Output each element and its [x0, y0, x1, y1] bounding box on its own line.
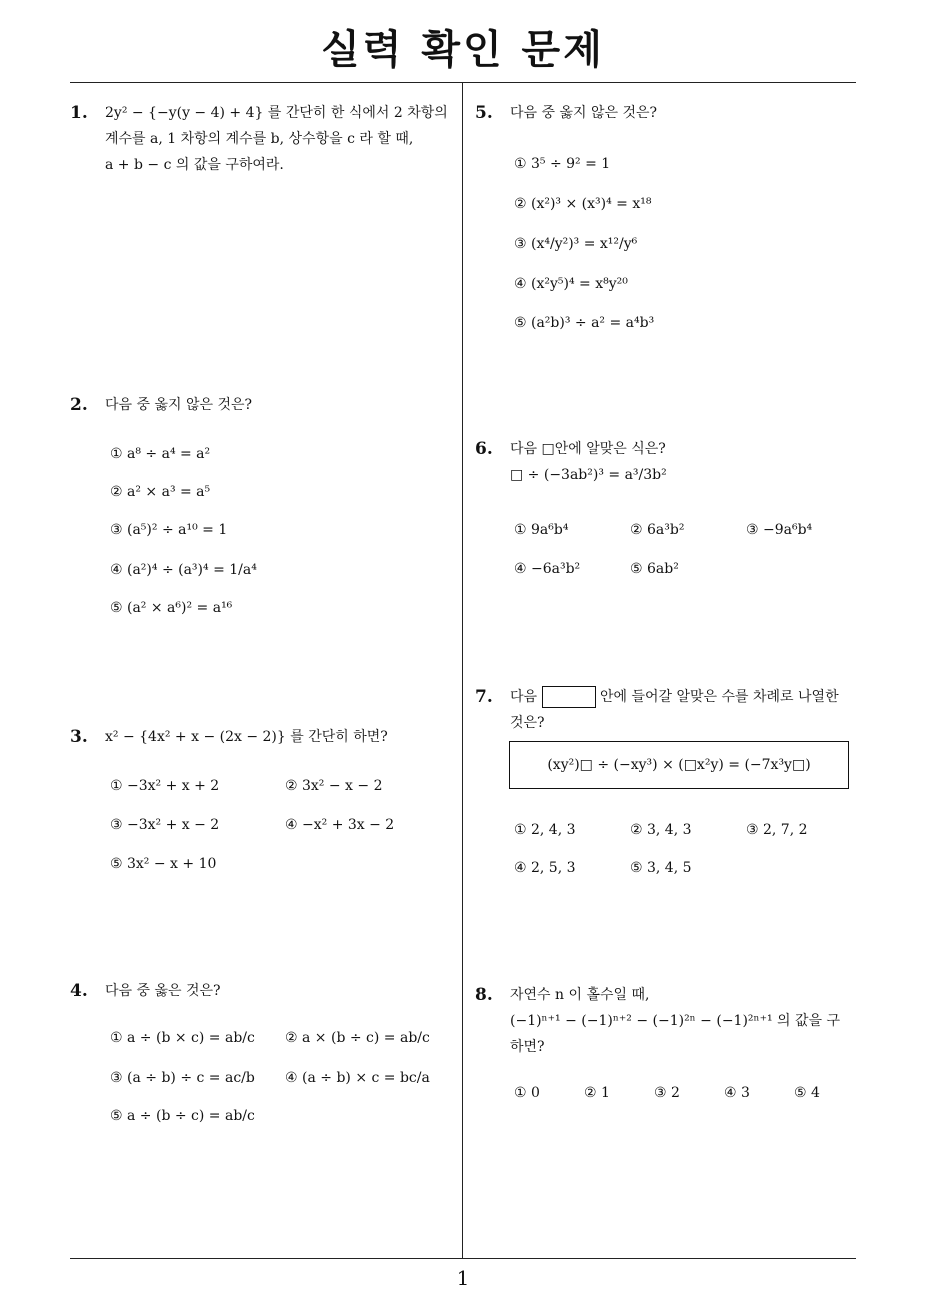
q8-option-5[interactable]: ⑤ 4 — [794, 1085, 820, 1101]
q5-option-5[interactable]: ⑤ (a²b)³ ÷ a² = a⁴b³ — [514, 315, 655, 331]
question-text-line: 다음 □안에 알맞은 식은? — [510, 441, 666, 457]
q7-option-2[interactable]: ② 3, 4, 3 — [630, 822, 692, 838]
question-text-line: 것은? — [510, 715, 545, 731]
page-number: 1 — [456, 1266, 470, 1290]
q6-option-3[interactable]: ③ −9a⁶b⁴ — [746, 522, 813, 538]
page-title: 실력 확인 문제 — [321, 27, 605, 73]
q7-option-5[interactable]: ⑤ 3, 4, 5 — [630, 860, 692, 876]
q6-option-5[interactable]: ⑤ 6ab² — [630, 561, 679, 577]
q3-option-3[interactable]: ③ −3x² + x − 2 — [110, 817, 220, 833]
question-number: 1. — [70, 103, 88, 123]
question-number: 4. — [70, 981, 88, 1001]
question-text-line: 2y² − {−y(y − 4) + 4} 를 간단히 한 식에서 2 차항의 — [105, 105, 448, 121]
question-text: 다음 중 옳지 않은 것은? — [105, 397, 253, 413]
question-number: 2. — [70, 395, 88, 415]
q4-option-4[interactable]: ④ (a ÷ b) × c = bc/a — [285, 1070, 430, 1086]
q6-option-2[interactable]: ② 6a³b² — [630, 522, 685, 538]
q4-option-3[interactable]: ③ (a ÷ b) ÷ c = ac/b — [110, 1070, 255, 1086]
q5-option-4[interactable]: ④ (x²y⁵)⁴ = x⁸y²⁰ — [514, 276, 628, 292]
question-text — [510, 982, 840, 1060]
q2-option-2[interactable]: ② a² × a³ = a⁵ — [110, 484, 211, 500]
question-text — [510, 436, 667, 488]
question-text: 다음 중 옳지 않은 것은? — [510, 105, 658, 121]
q2-option-5[interactable]: ⑤ (a² × a⁶)² = a¹⁶ — [110, 600, 233, 616]
question-text-line: 다음 안에 들어갈 알맞은 수를 차례로 나열한 — [510, 684, 839, 710]
question-number: 3. — [70, 727, 88, 747]
question-equation: □ ÷ (−3ab²)³ = a³/3b² — [510, 467, 667, 483]
question-text — [510, 684, 839, 736]
q5-option-1[interactable]: ① 3⁵ ÷ 9² = 1 — [514, 156, 611, 172]
question-equation: (xy²)□ ÷ (−xy³) × (□x²y) = (−7x³y□) — [547, 757, 811, 773]
q8-option-3[interactable]: ③ 2 — [654, 1085, 680, 1101]
question-text — [105, 100, 448, 178]
q3-option-2[interactable]: ② 3x² − x − 2 — [285, 778, 383, 794]
q7-option-3[interactable]: ③ 2, 7, 2 — [746, 822, 808, 838]
question-text: 다음 중 옳은 것은? — [105, 983, 221, 999]
q2-option-3[interactable]: ③ (a⁵)² ÷ a¹⁰ = 1 — [110, 522, 228, 538]
q3-option-4[interactable]: ④ −x² + 3x − 2 — [285, 817, 395, 833]
q7-option-1[interactable]: ① 2, 4, 3 — [514, 822, 576, 838]
question-text-line: a + b − c 의 값을 구하여라. — [105, 157, 284, 173]
q5-option-3[interactable]: ③ (x⁴/y²)³ = x¹²/y⁶ — [514, 236, 638, 252]
q5-option-2[interactable]: ② (x²)³ × (x³)⁴ = x¹⁸ — [514, 196, 652, 212]
q7-option-4[interactable]: ④ 2, 5, 3 — [514, 860, 576, 876]
header-rule — [70, 82, 856, 83]
question-number: 8. — [475, 985, 493, 1005]
q4-option-5[interactable]: ⑤ a ÷ (b ÷ c) = ab/c — [110, 1108, 255, 1124]
blank-box — [542, 686, 596, 708]
q3-option-1[interactable]: ① −3x² + x + 2 — [110, 778, 220, 794]
question-number: 5. — [475, 103, 493, 123]
q6-option-4[interactable]: ④ −6a³b² — [514, 561, 581, 577]
question-text-line: 계수를 a, 1 차항의 계수를 b, 상수항을 c 라 할 때, — [105, 131, 414, 147]
column-divider — [462, 83, 463, 1258]
question-number: 6. — [475, 439, 493, 459]
question-text-line: 자연수 n 이 홀수일 때, — [510, 987, 650, 1003]
question-text: x² − {4x² + x − (2x − 2)} 를 간단히 하면? — [105, 729, 388, 745]
q8-option-4[interactable]: ④ 3 — [724, 1085, 750, 1101]
q4-option-1[interactable]: ① a ÷ (b × c) = ab/c — [110, 1030, 255, 1046]
question-text-line: 하면? — [510, 1039, 545, 1055]
q3-option-5[interactable]: ⑤ 3x² − x + 10 — [110, 856, 217, 872]
question-text-line: (−1)ⁿ⁺¹ − (−1)ⁿ⁺² − (−1)²ⁿ − (−1)²ⁿ⁺¹ 의 값을 구 — [510, 1013, 841, 1029]
q7-equation-box — [509, 741, 849, 789]
q2-option-1[interactable]: ① a⁸ ÷ a⁴ = a² — [110, 446, 211, 462]
q8-option-1[interactable]: ① 0 — [514, 1085, 540, 1101]
q8-option-2[interactable]: ② 1 — [584, 1085, 610, 1101]
question-number: 7. — [475, 687, 493, 707]
q2-option-4[interactable]: ④ (a²)⁴ ÷ (a³)⁴ = 1/a⁴ — [110, 562, 257, 578]
q4-option-2[interactable]: ② a × (b ÷ c) = ab/c — [285, 1030, 430, 1046]
footer-rule — [70, 1258, 856, 1259]
q6-option-1[interactable]: ① 9a⁶b⁴ — [514, 522, 569, 538]
